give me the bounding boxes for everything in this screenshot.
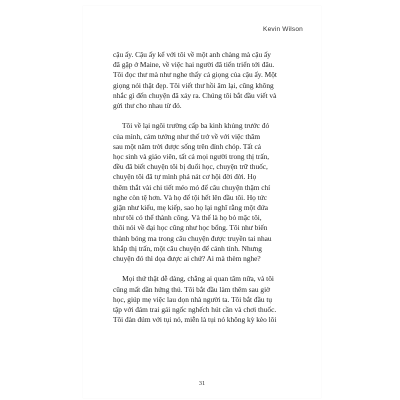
book-page (83, 6, 321, 398)
paragraph-gap (113, 111, 335, 121)
body-text (113, 50, 335, 325)
paragraph-gap (113, 264, 335, 274)
paragraph-1 (113, 50, 335, 111)
text-line: đã gặp ở Maine, về việc hai người đã tiến triển tới đâu. (113, 60, 275, 70)
text-line: chuyện tôi đã tự mình phá nát cơ hội đời đời. Họ (113, 172, 257, 182)
paragraph-3 (113, 274, 335, 325)
page-number: 31 (198, 380, 206, 387)
text-line: cũng mất dần hứng thú. Tôi bắt đầu làm thêm sau giờ (113, 284, 271, 294)
text-line: giận như kiểu, mẹ kiếp, sao họ lại nghĩ rằng một đứa (113, 203, 269, 213)
text-line: khắp thị trấn, một câu chuyện để cảnh tỉnh. Nhưng (113, 243, 262, 253)
text-line: của mình, cảm tưởng như thế trở về với việc thăm (113, 131, 261, 141)
text-line: giọng nói thật đẹp. Tôi viết thư hồi âm lại, cũng không (113, 80, 274, 90)
text-line: thôi nói về đại học cũng như học bổng. Tôi như biến (113, 223, 268, 233)
text-line: học sinh và giáo viên, tất cả mọi người trong thị trấn, (113, 152, 270, 162)
text-line: Tôi về lại ngôi trường cấp ba kinh khủng trước đó (113, 121, 270, 131)
running-head: Kevin Wilson (263, 26, 303, 33)
text-line: Tôi đọc thư mà như nghe thấy cả giọng của cậu ấy. Một (113, 70, 277, 80)
text-line: cậu ấy. Cậu ấy kể với tôi về một anh chàng mà cậu ấy (113, 50, 271, 59)
text-line: thêm thắt vài chi tiết méo mó để câu chuyện thậm chí (113, 182, 271, 192)
text-line: nhắc gì đến chuyện đã xảy ra. Chúng tôi bắt đầu viết và (113, 90, 277, 100)
text-line: thành bóng ma trong câu chuyện được truyền tai nhau (113, 233, 272, 243)
text-line: nghe còn tệ hơn. Và họ để tội hết lên đầu tôi. Họ tức (113, 192, 267, 202)
text-line: gửi thư cho nhau từ đó. (113, 101, 182, 111)
text-line: Mọi thứ thật dễ dàng, chẳng ai quan tâm nữa, và tôi (113, 274, 274, 284)
text-line: sau một năm trời được sống trên đỉnh chóp. Tất cả (113, 141, 262, 151)
text-line: tập với đám trai gái ngốc nghếch hút cần và chơi thuốc. (113, 305, 277, 315)
text-line: chuyện đó thì dọa được ai chứ? Ai mà thèm nghe? (113, 254, 261, 264)
text-line: Tôi đàn đúm với tụi nó, miễn là tụi nó không kỳ kèo lôi (113, 315, 277, 325)
text-line: như tôi có thể thành công. Và thế là họ bỏ mặc tôi, (113, 213, 262, 223)
text-line: đều đã biết chuyện tôi bị đuổi học, chuyện trữ thuốc, (113, 162, 268, 172)
paragraph-2 (113, 121, 335, 264)
text-line: học, giúp mẹ việc lau dọn nhà người ta. Tôi bắt đầu tụ (113, 294, 273, 304)
